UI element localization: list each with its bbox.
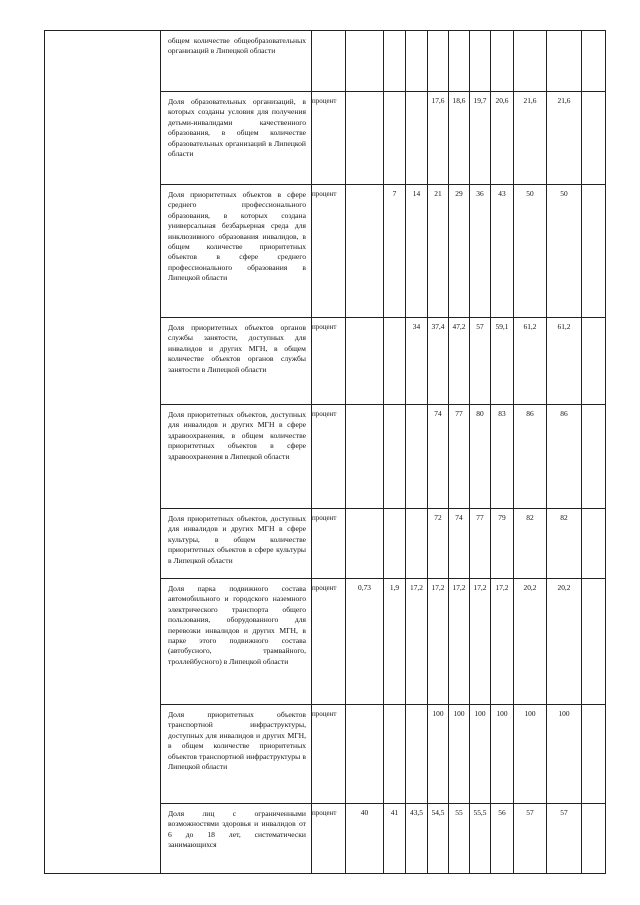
value-cell [346,318,384,405]
value-cell: 55 [449,804,470,874]
unit-cell: процент [312,318,346,405]
unit-cell: процент [312,92,346,185]
value-cell: 56 [491,804,514,874]
table-row [45,804,606,874]
value-cell: 59,1 [491,318,514,405]
value-cell: 57 [547,804,582,874]
indicator-name: Доля приоритетных объектов транспортной инфраструктуры, доступных для инвалидов и других МГН, в общем количестве приоритетных объектов транспортной инфраструктуры в Липецкой области [161,705,312,804]
value-cell: 77 [470,509,491,579]
value-cell: 50 [514,185,547,318]
value-cell [384,405,406,509]
value-cell: 72 [428,509,449,579]
row-number-cell [45,318,161,405]
value-cell: 18,6 [449,92,470,185]
value-cell: 86 [514,405,547,509]
indicators-table [44,30,606,874]
table-row [45,318,606,405]
value-cell [406,92,428,185]
row-number-cell [45,31,161,92]
value-cell: 21 [428,185,449,318]
value-cell: 74 [428,405,449,509]
value-cell: 57 [514,804,547,874]
table-row [45,185,606,318]
value-cell [346,185,384,318]
value-cell [406,31,428,92]
value-cell [428,31,449,92]
value-cell [582,804,606,874]
table-row [45,405,606,509]
table-row [45,705,606,804]
value-cell: 100 [470,705,491,804]
indicator-name: Доля лиц с ограниченными возможностями здоровья и инвалидов от 6 до 18 лет, систематически занимающихся [161,804,312,874]
value-cell [582,405,606,509]
value-cell: 80 [470,405,491,509]
value-cell: 17,6 [428,92,449,185]
value-cell [346,405,384,509]
indicator-name: общем количестве общеобразовательных организаций в Липецкой области [161,31,312,92]
value-cell: 17,2 [449,579,470,705]
value-cell: 100 [428,705,449,804]
value-cell [491,31,514,92]
value-cell: 0,73 [346,579,384,705]
value-cell: 17,2 [406,579,428,705]
value-cell [346,705,384,804]
value-cell: 41 [384,804,406,874]
value-cell: 20,6 [491,92,514,185]
table-row [45,509,606,579]
value-cell: 82 [547,509,582,579]
value-cell: 100 [547,705,582,804]
value-cell: 7 [384,185,406,318]
row-number-cell [45,509,161,579]
value-cell: 1,9 [384,579,406,705]
table-row [45,579,606,705]
value-cell: 100 [449,705,470,804]
value-cell: 54,5 [428,804,449,874]
value-cell: 100 [491,705,514,804]
value-cell [582,31,606,92]
value-cell: 17,2 [470,579,491,705]
value-cell [582,318,606,405]
value-cell: 50 [547,185,582,318]
value-cell [449,31,470,92]
value-cell: 21,6 [547,92,582,185]
unit-cell [312,31,346,92]
indicator-name: Доля приоритетных объектов в сфере среднего профессионального образования, в которых создана универсальная безбарьерная среда для инклюзивного образования инвалидов, в общем количестве приоритетных объектов в сфере среднего профессионального образования в Липецкой области [161,185,312,318]
value-cell [470,31,491,92]
value-cell: 55,5 [470,804,491,874]
value-cell: 100 [514,705,547,804]
value-cell [406,705,428,804]
value-cell: 37,4 [428,318,449,405]
row-number-cell [45,804,161,874]
value-cell [384,509,406,579]
table-row [45,92,606,185]
value-cell [406,509,428,579]
row-number-cell [45,405,161,509]
row-number-cell [45,579,161,705]
value-cell: 20,2 [547,579,582,705]
indicator-name: Доля приоритетных объектов, доступных для инвалидов и других МГН в сфере здравоохранения, в общем количестве приоритетных объектов в сфере здравоохранения в Липецкой области [161,405,312,509]
value-cell [514,31,547,92]
unit-cell: процент [312,804,346,874]
value-cell: 74 [449,509,470,579]
value-cell [384,31,406,92]
indicator-name: Доля приоритетных объектов органов службы занятости, доступных для инвалидов и других МГН, в общем количестве объектов органов службы занятости в Липецкой области [161,318,312,405]
value-cell [384,705,406,804]
value-cell: 82 [514,509,547,579]
value-cell [384,318,406,405]
value-cell: 40 [346,804,384,874]
value-cell: 61,2 [514,318,547,405]
value-cell [582,579,606,705]
value-cell: 47,2 [449,318,470,405]
row-number-cell [45,92,161,185]
value-cell: 83 [491,405,514,509]
value-cell [582,509,606,579]
value-cell [582,92,606,185]
value-cell: 79 [491,509,514,579]
row-number-cell [45,185,161,318]
indicator-name: Доля приоритетных объектов, доступных для инвалидов и других МГН в сфере культуры, в общем количестве приоритетных объектов в сфере культуры в Липецкой области [161,509,312,579]
value-cell: 17,2 [491,579,514,705]
value-cell: 43,5 [406,804,428,874]
unit-cell: процент [312,705,346,804]
unit-cell: процент [312,509,346,579]
value-cell: 61,2 [547,318,582,405]
value-cell [406,405,428,509]
value-cell: 21,6 [514,92,547,185]
indicator-name: Доля парка подвижного состава автомобильного и городского наземного электрического транспорта общего пользования, оборудованного для перевозки инвалидов и других МГН, в парке этого подвижного состава (автобусного, трамвайного, троллейбусного) в Липецкой области [161,579,312,705]
value-cell [346,31,384,92]
value-cell: 57 [470,318,491,405]
value-cell [384,92,406,185]
value-cell: 36 [470,185,491,318]
value-cell [346,509,384,579]
value-cell [582,185,606,318]
value-cell: 43 [491,185,514,318]
value-cell: 77 [449,405,470,509]
value-cell: 17,2 [428,579,449,705]
unit-cell: процент [312,185,346,318]
unit-cell: процент [312,579,346,705]
value-cell: 20,2 [514,579,547,705]
value-cell: 86 [547,405,582,509]
value-cell [346,92,384,185]
value-cell: 14 [406,185,428,318]
value-cell [547,31,582,92]
value-cell: 34 [406,318,428,405]
value-cell: 19,7 [470,92,491,185]
row-number-cell [45,705,161,804]
value-cell: 29 [449,185,470,318]
value-cell [582,705,606,804]
indicator-name: Доля образовательных организаций, в которых созданы условия для получения детьми-инвалидами качественного образования, в общем количестве образовательных организаций в Липецкой области [161,92,312,185]
unit-cell: процент [312,405,346,509]
table-row [45,31,606,92]
